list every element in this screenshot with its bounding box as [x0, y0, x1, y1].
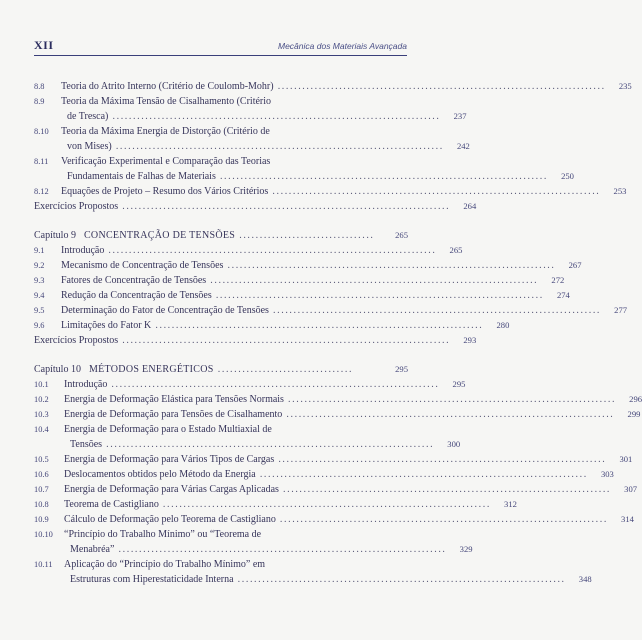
page-number: 265 — [449, 245, 463, 255]
entry-title-line: Energia de Deformação para Vários Tipos de Cargas — [64, 454, 275, 465]
section-number: 10.8 — [34, 500, 49, 509]
chapter-title: MÉTODOS ENERGÉTICOS — [88, 364, 214, 375]
toc-entry[interactable] — [34, 79, 632, 94]
entry-title — [64, 377, 439, 392]
toc-entry[interactable] — [34, 154, 574, 184]
toc-entry[interactable] — [34, 482, 638, 497]
entry-title — [61, 258, 556, 273]
section-number: 8.9 — [34, 97, 45, 106]
section-number: 9.4 — [34, 291, 45, 300]
leader-dots: ................................................................................ — [114, 544, 447, 555]
entry-title — [34, 199, 450, 214]
chapter-9-heading[interactable] — [34, 228, 408, 243]
entry-title-line: Energia de Deformação para Tensões de Cisalhamento — [64, 409, 283, 420]
entry-title — [64, 527, 447, 557]
toc-entry[interactable] — [34, 557, 592, 587]
section-number: 10.11 — [34, 560, 53, 569]
toc-entry[interactable] — [34, 273, 565, 288]
section-number: 10.3 — [34, 410, 49, 419]
entry-title — [64, 512, 608, 527]
leader-dots: ................................................................................ — [274, 454, 607, 465]
page-number: 267 — [568, 260, 582, 270]
toc-entry[interactable] — [34, 377, 466, 392]
leader-dots: ................................................................................ — [111, 141, 444, 152]
section-number: 9.6 — [34, 321, 45, 330]
section-number: 10.2 — [34, 395, 49, 404]
toc-entry[interactable] — [34, 422, 461, 452]
entry-title-line: Teorema de Castigliano — [64, 499, 159, 510]
section-number: 10.7 — [34, 485, 49, 494]
toc-entry[interactable] — [34, 333, 477, 348]
toc-entry[interactable] — [34, 407, 641, 422]
section-number: 10.9 — [34, 515, 49, 524]
toc-entry[interactable] — [34, 258, 582, 273]
section-number: 9.1 — [34, 246, 45, 255]
page-folio: XII — [34, 38, 54, 52]
entry-title-line: Energia de Deformação Elástica para Tensões Normais — [64, 394, 284, 405]
entry-title-line: Determinação do Fator de Concentração de Tensões — [61, 305, 269, 316]
page-number: 300 — [447, 439, 461, 449]
leader-dots: ................................................................................ — [273, 81, 606, 92]
page-number: 280 — [496, 320, 510, 330]
entry-title-line: “Princípio do Trabalho Mínimo” ou “Teorema de — [64, 529, 262, 540]
leader-dots: ................................................................................ — [107, 379, 440, 390]
section-number: 9.2 — [34, 261, 45, 270]
entry-title-line: Cálculo de Deformação pelo Teorema de Castigliano — [64, 514, 276, 525]
toc-entry[interactable] — [34, 124, 470, 154]
entry-title — [61, 79, 606, 94]
section-number: 10.6 — [34, 470, 49, 479]
leader-dots: ................................................................................ — [278, 484, 612, 495]
entry-title — [64, 407, 614, 422]
page-number: 250 — [561, 171, 574, 181]
leader-dots: ................................................................................ — [223, 260, 556, 271]
entry-title — [61, 184, 600, 199]
leader-dots: ................................................................................ — [283, 394, 617, 405]
entry-title — [61, 273, 538, 288]
table-of-contents — [34, 79, 642, 587]
entry-title-line: Menabréa” — [70, 544, 115, 555]
chapter-title: CONCENTRAÇÃO DE TENSÕES — [83, 230, 236, 241]
entry-title-line: Aplicação do “Princípio do Trabalho Mínimo” em — [64, 559, 266, 570]
page-number: 314 — [621, 514, 634, 524]
running-header — [34, 38, 407, 56]
leader-dots: ................................................................................ — [268, 186, 601, 197]
leader-dots: ................................................................................ — [268, 305, 602, 316]
entry-title-line: Limitações do Fator K — [61, 320, 152, 331]
entry-title-line: von Mises) — [67, 141, 112, 152]
page-number: 301 — [619, 454, 633, 464]
leader-dots: ................................. — [213, 364, 354, 375]
entry-title — [61, 288, 544, 303]
entry-title-line: de Tresca) — [67, 111, 109, 122]
leader-dots: ................................................................................ — [233, 574, 566, 585]
page-number: 303 — [600, 469, 614, 479]
entry-title-line: Equações de Projeto – Resumo dos Vários Critérios — [61, 186, 269, 197]
entry-title-line: Mecanismo de Concentração de Tensões — [61, 260, 224, 271]
section-number: 9.3 — [34, 276, 45, 285]
entry-title-line: Energia de Deformação para Várias Cargas Aplicadas — [64, 484, 279, 495]
toc-entry[interactable] — [34, 243, 463, 258]
leader-dots: ................................................................................ — [151, 320, 484, 331]
section-number: 9.5 — [34, 306, 45, 315]
page-number: 242 — [456, 141, 470, 151]
toc-entry[interactable] — [34, 318, 510, 333]
entry-title — [61, 94, 441, 124]
leader-dots: ................................................................................ — [215, 171, 548, 182]
entry-title — [61, 154, 548, 184]
entry-title-line: Fatores de Concentração de Tensões — [61, 275, 207, 286]
leader-dots: ................................................................................ — [206, 275, 539, 286]
leader-dots: ................................................................................ — [108, 111, 441, 122]
page-number: 296 — [629, 394, 642, 404]
leader-dots: ................................................................................ — [118, 335, 451, 346]
section-number: 10.1 — [34, 380, 49, 389]
page-number: 264 — [463, 201, 477, 211]
entry-title-line: Introdução — [64, 379, 108, 390]
leader-dots: ................................................................................ — [211, 290, 544, 301]
page-number: 312 — [504, 499, 517, 509]
entry-title — [64, 422, 434, 452]
entry-title-line: Exercícios Propostos — [34, 201, 119, 212]
entry-title — [34, 333, 450, 348]
page-number: 265 — [395, 230, 408, 240]
leader-dots: ................................................................................ — [104, 245, 437, 256]
leader-dots: ................................................................................ — [255, 469, 588, 480]
entry-title — [61, 243, 436, 258]
page-number: 295 — [395, 364, 408, 374]
entry-title — [61, 124, 444, 154]
entry-title-line: Redução da Concentração de Tensões — [61, 290, 212, 301]
leader-dots: ................................................................................ — [118, 201, 451, 212]
entry-title-line: Teoria da Máxima Tensão de Cisalhamento (Critério — [61, 96, 272, 107]
toc-entry[interactable] — [34, 512, 634, 527]
toc-entry[interactable] — [34, 94, 467, 124]
toc-entry[interactable] — [34, 303, 628, 318]
page-number: 253 — [613, 186, 627, 196]
page-number: 274 — [556, 290, 570, 300]
page-number: 295 — [452, 379, 466, 389]
entry-title — [64, 557, 566, 587]
toc-entry[interactable] — [34, 184, 627, 199]
entry-title-line: Fundamentais de Falhas de Materiais — [67, 171, 216, 182]
leader-dots: ................................................................................ — [275, 514, 608, 525]
section-number: 8.12 — [34, 187, 49, 196]
entry-title — [64, 497, 491, 512]
entry-title-line: Teoria da Máxima Energia de Distorção (Critério de — [61, 126, 270, 137]
entry-title — [61, 303, 601, 318]
section-number: 8.8 — [34, 82, 45, 91]
entry-title — [64, 452, 606, 467]
entry-title — [61, 318, 483, 333]
page-number: 307 — [624, 484, 638, 494]
page-number: 299 — [627, 409, 641, 419]
page-number: 235 — [618, 81, 632, 91]
chapter-10-heading[interactable] — [34, 362, 408, 377]
section-number: 8.11 — [34, 157, 49, 166]
leader-dots: ................................. — [235, 230, 375, 241]
entry-title-line: Tensões — [70, 439, 103, 450]
section-number: 8.10 — [34, 127, 49, 136]
chapter-9-entries — [34, 243, 628, 348]
book-title: Mecânica dos Materiais Avançada — [278, 41, 407, 51]
toc-entry[interactable] — [34, 392, 642, 407]
entry-title-line: Introdução — [61, 245, 105, 256]
page-number: 277 — [614, 305, 628, 315]
section-number: 10.10 — [34, 530, 53, 539]
page-number: 329 — [459, 544, 473, 554]
chapter-8-continued — [34, 79, 632, 214]
entry-title — [64, 467, 588, 482]
toc-entry[interactable] — [34, 452, 633, 467]
chapter-label: Capítulo 9 — [34, 230, 76, 241]
toc-entry[interactable] — [34, 288, 570, 303]
entry-title-line: Estruturas com Hiperestaticidade Interna — [70, 574, 234, 585]
page-number: 237 — [453, 111, 467, 121]
toc-entry[interactable] — [34, 467, 614, 482]
entry-title — [64, 392, 616, 407]
entry-title-line: Verificação Experimental e Comparação das Teorias — [61, 156, 271, 167]
entry-title-line: Energia de Deformação para o Estado Multiaxial de — [64, 424, 272, 435]
page-number: 348 — [578, 574, 592, 584]
entry-title-line: Exercícios Propostos — [34, 335, 119, 346]
section-number: 10.4 — [34, 425, 49, 434]
chapter-label: Capítulo 10 — [34, 364, 81, 375]
toc-entry[interactable] — [34, 497, 517, 512]
leader-dots: ................................................................................ — [102, 439, 435, 450]
section-number: 10.5 — [34, 455, 49, 464]
page-number: 293 — [463, 335, 477, 345]
toc-entry[interactable] — [34, 527, 473, 557]
entry-title-line: Deslocamentos obtidos pelo Método da Energia — [64, 469, 256, 480]
entry-title-line: Teoria do Atrito Interno (Critério de Coulomb-Mohr) — [61, 81, 274, 92]
page-number: 272 — [551, 275, 565, 285]
leader-dots: ................................................................................ — [158, 499, 491, 510]
leader-dots: ................................................................................ — [282, 409, 615, 420]
entry-title — [64, 482, 611, 497]
toc-entry[interactable] — [34, 199, 477, 214]
chapter-10-entries — [34, 377, 642, 587]
